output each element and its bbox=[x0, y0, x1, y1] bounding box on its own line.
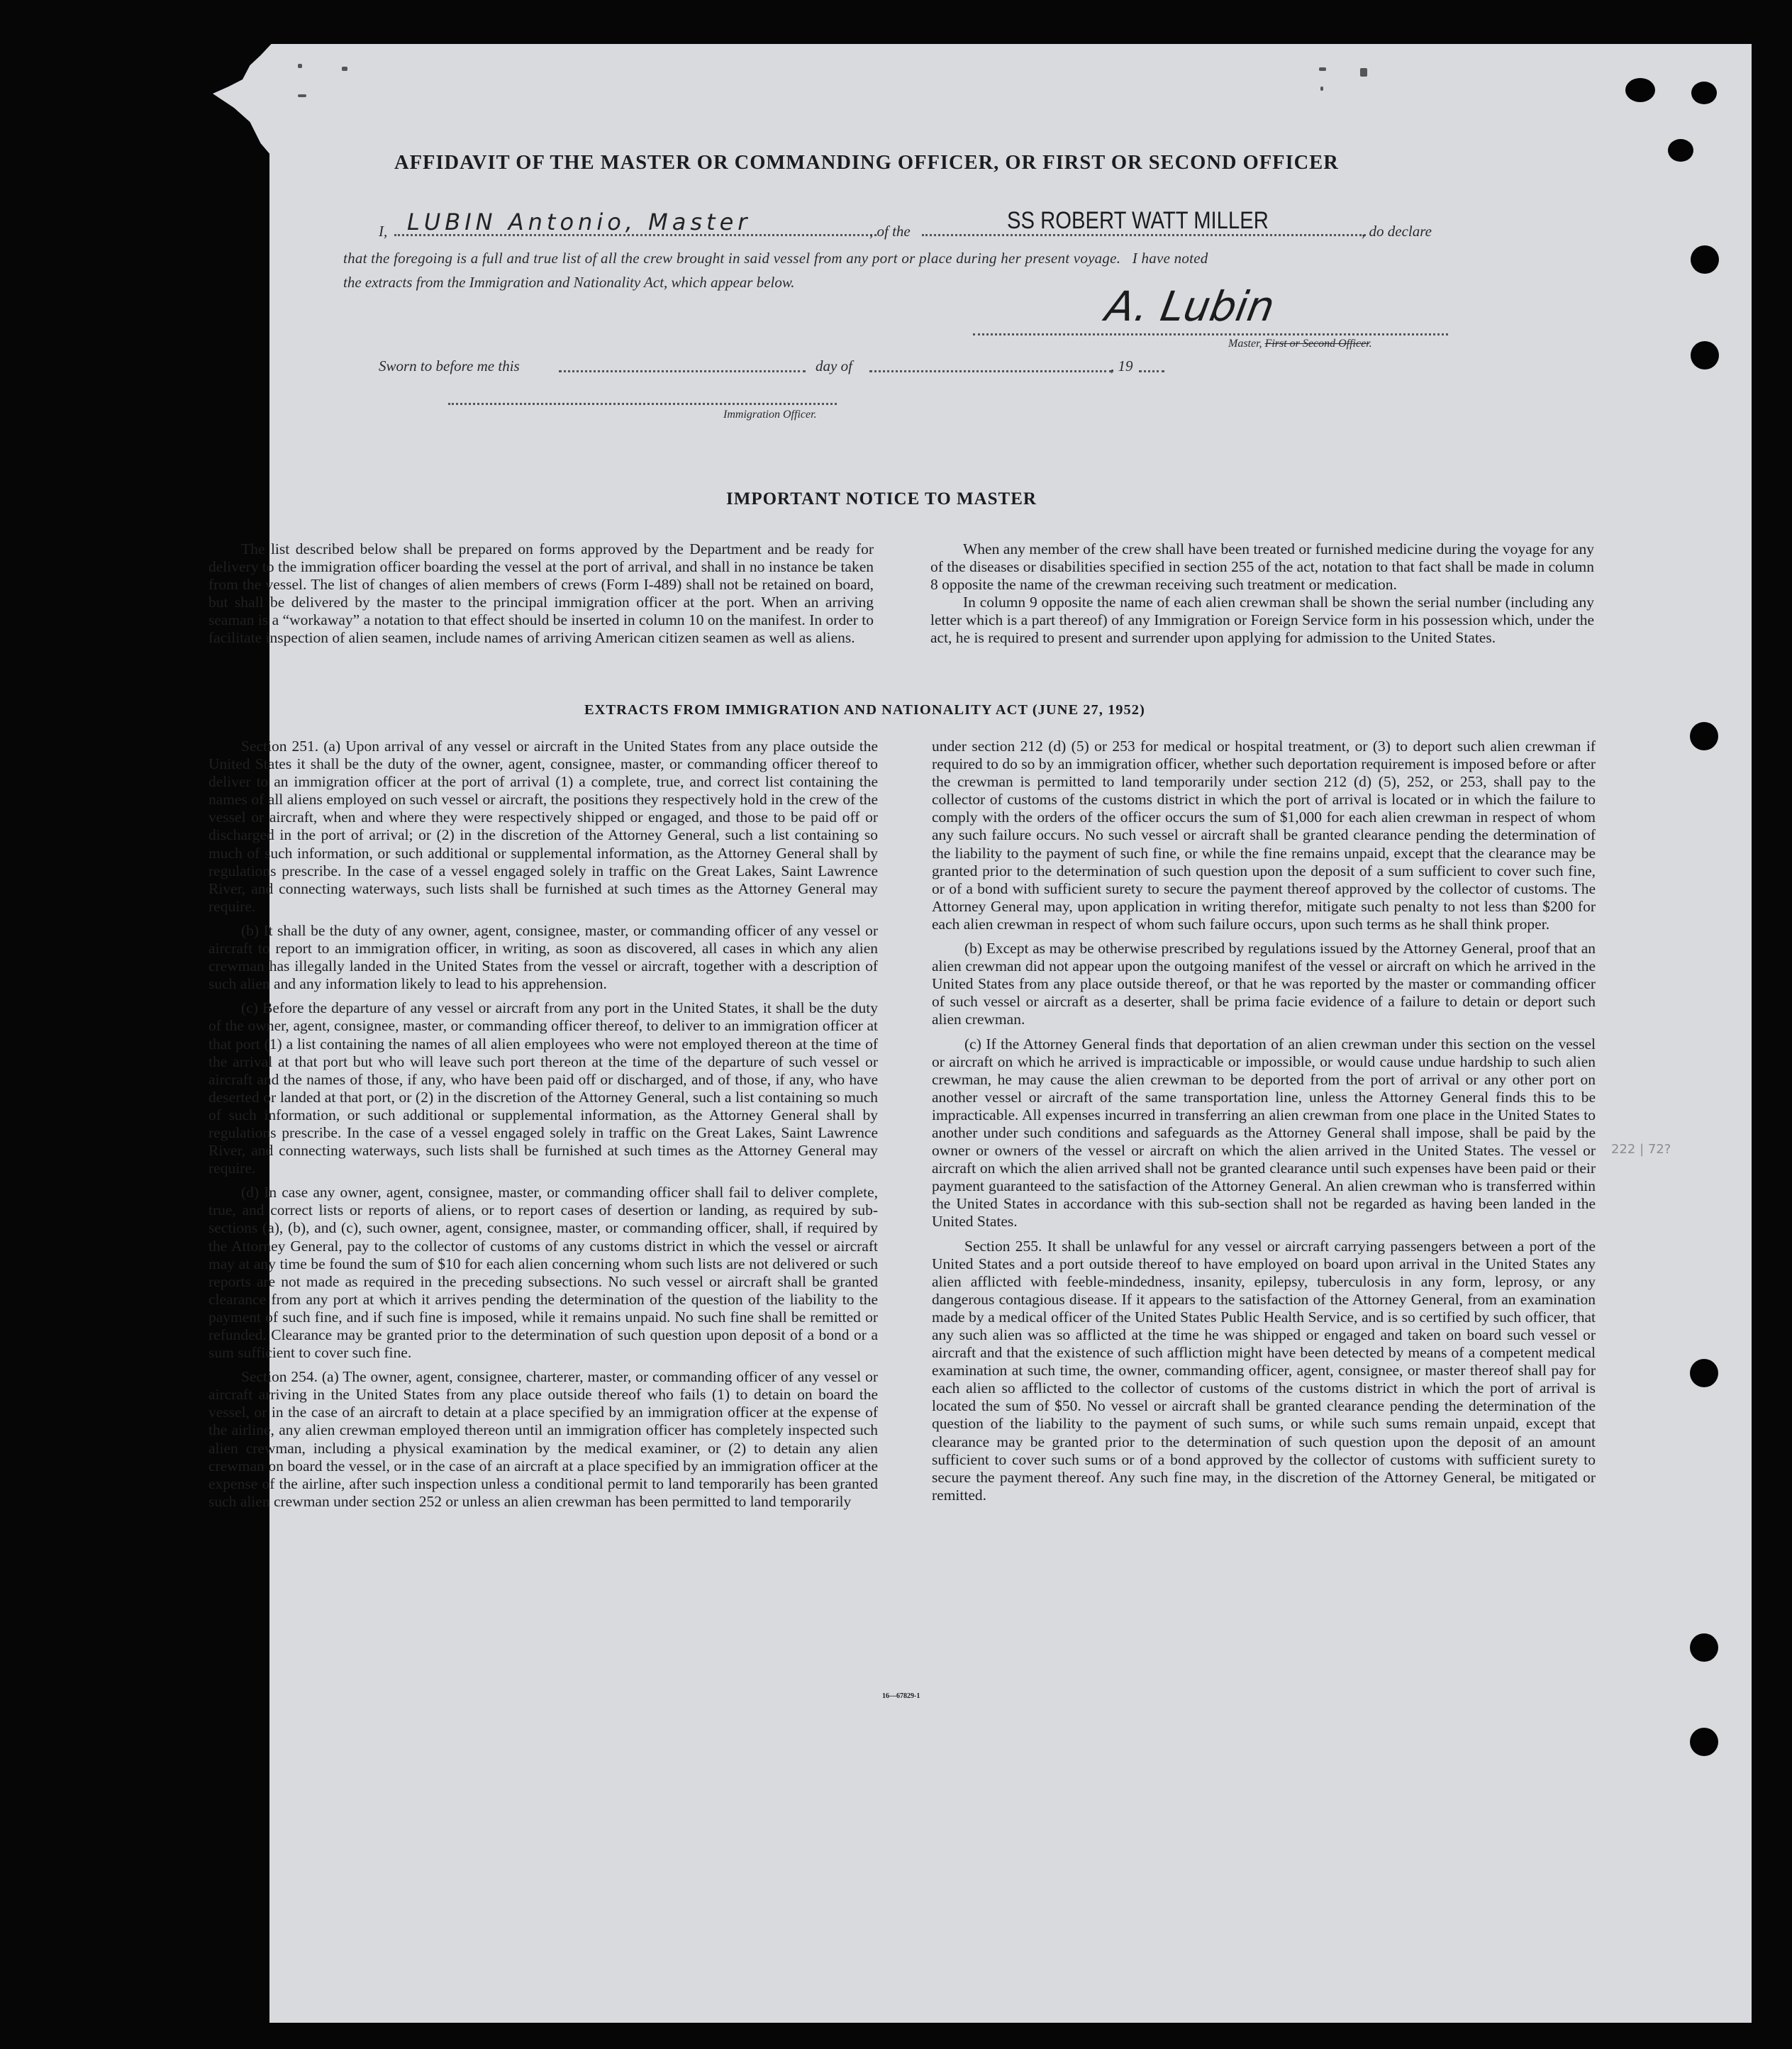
notice-right-paragraph-2: In column 9 opposite the name of each alien crewman shall be shown the serial number (including any letter which is a part thereof) of any Immigration or Foreign Service form in his possession which, under the act, he is required to present and surrender upon applying for admission to the United States. bbox=[930, 594, 1594, 647]
punch-hole-icon bbox=[1668, 139, 1693, 162]
ink-mark bbox=[298, 64, 302, 68]
notice-left-paragraph: The list described below shall be prepared on forms approved by the Department and be ready for delivery to the immigration officer boarding the vessel at the port of arrival, and shall in no instance be taken from the vessel. The list of changes of alien members of crews (Form I-489) shall not be retained on board, but shall be delivered by the master to the principal immigration officer at the port. When an arriving seaman is a “workaway” a notation to that effect should be inserted in column 10 on the manifest. In order to facilitate inspection of alien seamen, include names of arriving American citizen seamen as well as aliens. bbox=[208, 540, 874, 647]
notice-right-paragraph-1: When any member of the crew shall have been treated or furnished medicine during the voyage for any of the diseases or disabilities specified in section 255 of the act, notation to that fact shall be made in column 8 opposite the name of the crewman receiving such treatment or medication. bbox=[930, 540, 1594, 594]
punch-hole-icon bbox=[1691, 245, 1719, 274]
ink-mark bbox=[1319, 67, 1326, 71]
signature-caption-master: Master, bbox=[1228, 338, 1262, 350]
section-251-b: (b) It shall be the duty of any owner, agent, consignee, master, or commanding officer of any vessel or aircraft to report to an immigration officer, in writing, as soon as discovered, all cases in which any alien crewman has illegally landed in the United States from the vessel or aircraft, together with a description of such alien and any information likely to lead to his apprehension. bbox=[208, 921, 878, 993]
affidavit-title: AFFIDAVIT OF THE MASTER OR COMMANDING OFFICER, OR FIRST OR SECOND OFFICER bbox=[394, 152, 1339, 174]
punch-hole-icon bbox=[1690, 1633, 1718, 1662]
year-label: , 19 bbox=[1111, 357, 1133, 374]
signature-line bbox=[973, 333, 1448, 335]
punch-hole-icon bbox=[1690, 722, 1718, 750]
section-251-c: (c) Before the departure of any vessel or aircraft from any port in the United States, it shall be the duty of the owner, agent, consignee, master, or commanding officer thereof, to deliver to an immigration officer at that port (1) a list containing the names of all alien employees who were not employed thereon at the time of the arrival at that port but who will leave such port thereon at the time of the departure of such vessel or aircraft and the names of those, if any, who have been paid off or discharged, and of those, if any, who have deserted or landed at that port, or (2) in the discretion of the Attorney General, such a list containing so much of such information, or such additional or supplemental information, as the Attorney General shall by regulations prescribe. In the case of a vessel engaged solely in traffic on the Great Lakes, Saint Lawrence River, and connecting waterways, such lists shall be furnished at such times as the Attorney General may require. bbox=[208, 999, 878, 1177]
form-number: 16—67829-1 bbox=[882, 1692, 920, 1700]
signature-caption-period: . bbox=[1369, 338, 1372, 350]
margin-note: 222 | 72? bbox=[1611, 1142, 1671, 1157]
master-signature: A. Lubin bbox=[1102, 282, 1279, 331]
declaration-line-3: the extracts from the Immigration and Nationality Act, which appear below. bbox=[343, 274, 795, 291]
section-251-a: Section 251. (a) Upon arrival of any vessel or aircraft in the United States from any place outside the United States it shall be the duty of the owner, agent, consignee, master, or commanding officer thereof to deliver to an immigration officer at the port of arrival (1) a complete, true, and correct list containing the names of all aliens employed on such vessel or aircraft, the positions they respectively hold in the crew of the vessel or aircraft, when and where they were respectively shipped or engaged, and those to be paid off or discharged in the port of arrival; or (2) in the discretion of the Attorney General, such a list containing so much of such information, or such additional or supplemental information, as the Attorney General shall by regulations prescribe. In the case of a vessel engaged solely in traffic on the Great Lakes, Saint Lawrence River, and connecting waterways, such lists shall be furnished at such times as the Attorney General may require. bbox=[208, 738, 878, 915]
signature-caption-struck: First or Second Officer bbox=[1264, 338, 1369, 350]
of-the-label: , of the bbox=[869, 223, 911, 240]
handwritten-name: LUBIN Antonio, Master bbox=[407, 209, 752, 235]
section-254-c: (c) If the Attorney General finds that deportation of an alien crewman under this section on the vessel or aircraft on which he arrived is impracticable or impossible, or would cause undue hardship to such alien crewman, he may cause the alien crewman to be deported from the port of arrival or any other port on another vessel or aircraft of the same transportation line, unless the Attorney General finds this to be impracticable. All expenses incurred in transferring an alien crewman from one place in the United States to another under such conditions and safeguards as the Attorney General shall impose, shall be paid by the owner or owners of the vessel or aircraft on which the alien arrived in the United States. The vessel or aircraft on which the alien arrived shall not be granted clearance until such expenses have been paid or their payment guaranteed to the satisfaction of the Attorney General. An alien crewman who is transferred within the United States in accordance with this sub-section shall not be regarded as having been landed in the United States. bbox=[932, 1035, 1596, 1231]
punch-hole-icon bbox=[1690, 1728, 1718, 1756]
declaration-line-2: that the foregoing is a full and true list of all the crew brought in said vessel from any port or place during her present voyage. I have noted bbox=[343, 250, 1208, 267]
vessel-name: SS ROBERT WATT MILLER bbox=[1007, 207, 1269, 234]
torn-corner bbox=[213, 44, 319, 186]
notice-left-column bbox=[208, 540, 874, 654]
section-255: Section 255. It shall be unlawful for any vessel or aircraft carrying passengers between a port of the United States and a port outside thereof to have employed on board upon arrival in the United States any alien afflicted with feeble-mindedness, insanity, epilepsy, tuberculosis in any form, leprosy, or any dangerous contagious disease. If it appears to the satisfaction of the Attorney General, from an examination made by a medical officer of the United States Public Health Service, and is so certified by such officer, that any such alien was so afflicted at the time he was shipped or engaged and taken on board such vessel or aircraft and that the existence of such affliction might have been detected by means of a competent medical examination at such time, the owner, commanding officer, agent, consignee, or master thereof shall pay for each alien so afflicted to the collector of customs of the customs district in which the port of arrival is located the sum of $50. No vessel or aircraft shall be granted clearance pending the determination of the question of the liability to the payment of such sums, or while such sums remain unpaid, except that clearance may be granted prior to the determination of such question upon the deposit of an amount sufficient to cover such sums or of a bond approved by the collector of customs with sufficient surety to secure the payment thereof. Any such fine may, in the discretion of the Attorney General, be mitigated or remitted. bbox=[932, 1237, 1596, 1504]
signature-caption bbox=[1228, 338, 1372, 350]
section-254-a-cont: under section 212 (d) (5) or 253 for medical or hospital treatment, or (3) to deport such alien crewman if required to do so by an immigration officer, whether such deportation requirement is imposed before or after the crewman is permitted to land temporarily under section 212 (d) (5), 252, or 253, shall pay to the collector of customs of the customs district in which the port of arrival is located or in which the failure to comply with the orders of the officer occurs the sum of $1,000 for each alien crewman in respect of whom any such failure occurs. No such vessel or aircraft shall be granted clearance pending the determination of the liability to the payment of such fine, or while the fine remains unpaid, except that the clearance may be granted prior to the determination of such question upon the deposit of a sum sufficient to cover such fine, or of a bond with sufficient surety to secure the payment thereof approved by the collector of customs. The Attorney General may, upon application in writing therefor, mitigate such penalty to not less than $200 for each alien crewman in respect of whom such failure occurs, upon such terms as he shall think proper. bbox=[932, 738, 1596, 933]
officer-signature-line bbox=[448, 403, 837, 405]
punch-hole-icon bbox=[1691, 341, 1719, 370]
punch-hole-icon bbox=[1691, 82, 1717, 104]
day-of-label: day of bbox=[816, 357, 852, 374]
section-254-b: (b) Except as may be otherwise prescribed by regulations issued by the Attorney General, proof that an alien crewman did not appear upon the outgoing manifest of the vessel or aircraft on which he arrived in the United States from any place outside thereof, or that he was reported by the master or commanding officer of such vessel or aircraft as a deserter, shall be prima facie evidence of a failure to detain or deport such alien crewman. bbox=[932, 940, 1596, 1028]
notice-heading: IMPORTANT NOTICE TO MASTER bbox=[726, 489, 1037, 509]
extracts-right-column bbox=[932, 738, 1596, 1511]
ink-mark bbox=[1360, 68, 1367, 77]
notice-right-column bbox=[930, 540, 1594, 654]
declaration-prefix: I, bbox=[379, 223, 388, 240]
ink-mark bbox=[1320, 87, 1323, 91]
section-254-a: Section 254. (a) The owner, agent, consignee, charterer, master, or commanding officer of any vessel or aircraft arriving in the United States from any place outside thereof who fails (1) to detain on board the vessel, or in the case of an aircraft to detain at a place specified by an immigration officer at the expense of the airline, any alien crewman employed thereon until an immigration officer has completely inspected such alien crewman, including a physical examination by the medical examiner, or (2) to detain any alien crewman on board the vessel, or in the case of an aircraft at a place specified by an immigration officer at the expense of the airline, after such inspection unless a conditional permit to land temporarily has been granted such alien crewman under section 252 or unless an alien crewman has been permitted to land temporarily bbox=[208, 1368, 878, 1510]
sworn-date-fill-line bbox=[559, 370, 806, 372]
punch-hole-icon bbox=[1690, 1359, 1718, 1387]
year-fill-line bbox=[1139, 370, 1164, 372]
extracts-heading: EXTRACTS FROM IMMIGRATION AND NATIONALITY ACT (JUNE 27, 1952) bbox=[584, 702, 1145, 718]
ink-mark bbox=[342, 67, 347, 71]
immigration-officer-caption: Immigration Officer. bbox=[723, 409, 817, 421]
sworn-label: Sworn to before me this bbox=[379, 357, 520, 374]
ink-mark bbox=[298, 94, 306, 97]
month-fill-line bbox=[869, 370, 1112, 372]
do-declare-label: , do declare bbox=[1362, 223, 1432, 240]
punch-hole-icon bbox=[1625, 78, 1655, 102]
section-251-d: (d) In case any owner, agent, consignee, master, or commanding officer shall fail to deliver complete, true, and correct lists or reports of aliens, or to report cases of desertion or landing, as required by sub-sections (a), (b), and (c), such owner, agent, consignee, master, or commanding officer, shall, if required by the Attorney General, pay to the collector of customs of any customs district in which the vessel or aircraft may at any time be found the sum of $10 for each alien concerning whom such lists are not delivered or such reports are not made as required in the preceding subsections. No such vessel or aircraft shall be granted clearance from any port at which it arrives pending the determination of the question of the liability to the payment of such fine, and if such fine is imposed, while it remains unpaid. No such fine shall be remitted or refunded. Clearance may be granted prior to the determination of such question upon deposit of a bond or a sum sufficient to cover such fine. bbox=[208, 1184, 878, 1362]
extracts-left-column bbox=[208, 738, 878, 1517]
